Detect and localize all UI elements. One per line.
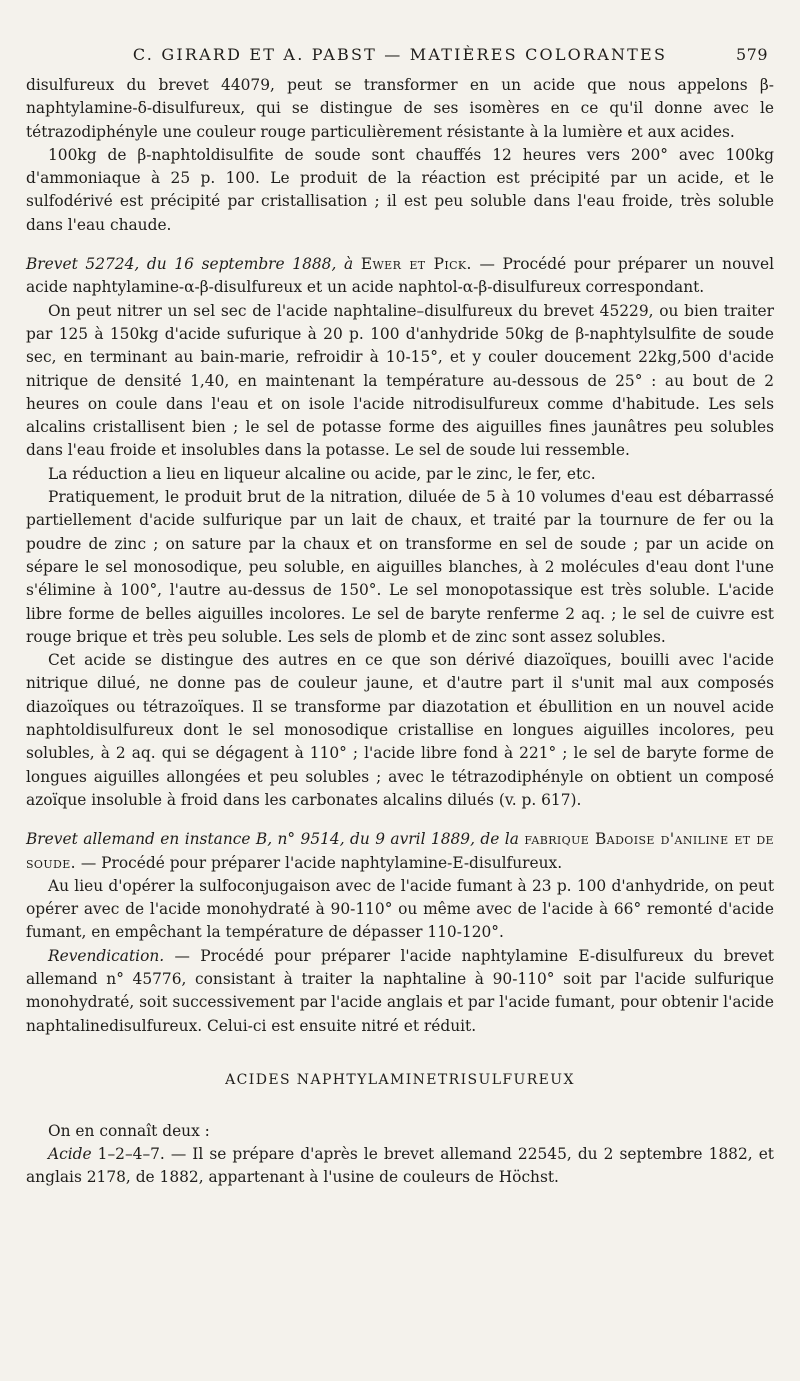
acid-text: 1–2–4–7. — Il se prépare d'après le brevet allemand 22545, du 2 septembre 1882, et anglais 2178, de 1882, appartenant à l'usine de couleurs de Höchst.	[26, 1145, 774, 1187]
claim-text: — Procédé pour préparer l'acide naphtylamine E-disulfureux du brevet allemand n° 45776, consistant à traiter la naphtaline à 90-110° soit par l'acide sulfurique monohydraté, soit successivement par l'acide anglais et par l'acide fumant, pour obtenir l'acide naphtalinedisulfureux. Celui-ci est ensuite nitré et réduit.	[26, 946, 774, 1035]
body-text	[26, 74, 774, 1190]
paragraph-7: Cet acide se distingue des autres en ce que son dérivé diazoïques, bouilli avec l'acide nitrique dilué, ne donne pas de couleur jaune, et d'autre part il s'unit mal aux composés diazoïques ou tétrazoïques. Il se transforme par diazotation et ébullition en un nouvel acide naphtoldisulfureux dont le sel monosodique cristallise en longues aiguilles incolores, peu solubles, à 2 aq. qui se dégagent à 110° ; l'acide libre fond à 221° ; le sel de baryte forme de longues aiguilles allongées et peu solubles ; avec le tétrazodiphényle on obtient un composé azoïque insoluble à froid dans les carbonates alcalins dilués (v. p. 617).	[26, 651, 774, 809]
patent-label-2: Brevet allemand en instance B, n° 9514, du 9 avril 1889, de la	[26, 830, 519, 849]
paragraph-6: Pratiquement, le produit brut de la nitration, diluée de 5 à 10 volumes d'eau est débarrassé partiellement d'acide sulfurique par un lait de chaux, et traité par la tournure de fer ou la poudre de zinc ; on sature par la chaux et on transforme en sel de soude ; par un acide on sépare le sel monosodique, peu soluble, en aiguilles blanches, à 2 molécules d'eau dont l'une s'élimine à 100°, l'autre au-dessus de 150°. Le sel monopotassique est très soluble. L'acide libre forme de belles aiguilles incolores. Le sel de baryte renferme 2 aq. ; le sel de cuivre est rouge brique et très peu soluble. Les sels de plomb et de zinc sont assez solubles.	[26, 488, 774, 646]
section-title: ACIDES NAPHTYLAMINETRISULFUREUX	[225, 1071, 575, 1088]
claim-label: Revendication.	[48, 946, 165, 965]
paragraph-2: 100kg de β-naphtoldisulfite de soude sont chauffés 12 heures vers 200° avec 100kg d'ammoniaque à 25 p. 100. Le produit de la réaction est précipité par un acide, et le sulfodérivé est précipité par cristallisation ; il est peu soluble dans l'eau froide, très soluble dans l'eau chaude.	[26, 145, 774, 234]
patent-label: Brevet 52724, du 16 septembre 1888, à	[26, 255, 354, 274]
paragraph-4: On peut nitrer un sel sec de l'acide naphtaline–disulfureux du brevet 45229, ou bien traiter par 125 à 150kg d'acide sufurique à 20 p. 100 d'anhydride 50kg de β-naphtylsulfite de soude sec, en terminant au bain-marie, refroidir à 10-15°, et y couler doucement 22kg,500 d'acide nitrique de densité 1,40, en maintenant la température au-dessous de 25° : au bout de 2 heures on coule dans l'eau et on isole l'acide nitrodisulfureux comme d'habitude. Les sels alcalins cristallisent bien ; le sel de potasse forme des aiguilles fines jaunâtres peu solubles dans l'eau froide et insolubles dans la potasse. Le sel de soude lui ressemble.	[26, 301, 774, 460]
patent-authors: Ewer et Pick.	[360, 255, 472, 274]
paragraph-1: disulfureux du brevet 44079, peut se transformer en un acide que nous appelons β-naphtylamine-δ-disulfureux, qui se distingue de ses isomères en ce qu'il donne avec le tétrazodiphényle une couleur rouge particulièrement résistante à la lumière et aux acides.	[26, 76, 774, 141]
patent-description-2: — Procédé pour préparer l'acide naphtylamine-E-disulfureux.	[75, 853, 563, 872]
running-title: C. GIRARD ET A. PABST — MATIÈRES COLORANTES	[132, 45, 668, 64]
paragraph-10	[26, 945, 774, 1038]
paragraph-9: Au lieu d'opérer la sulfoconjugaison avec de l'acide fumant à 23 p. 100 d'anhydride, on peut opérer avec de l'acide monohydraté à 90-110° ou même avec de l'acide à 66° remonté d'acide fumant, en empêchant la température de dépasser 110-120°.	[26, 876, 774, 942]
patent-heading-52724	[26, 253, 774, 300]
paragraph-5: La réduction a lieu en liqueur alcaline ou acide, par le zinc, le fer, etc.	[48, 464, 596, 483]
patent-heading-9514	[26, 828, 774, 875]
patent-description: — Procédé pour préparer un nouvel acide naphtylamine-α-β-disulfureux et un acide naphtol-α-β-disulfureux correspondant.	[26, 255, 774, 297]
page-number: 579	[735, 45, 768, 64]
paragraph-12	[26, 1143, 774, 1190]
paragraph-11: On en connaît deux :	[48, 1121, 210, 1140]
patent-company: fabrique Badoise d'aniline et de soude.	[26, 830, 774, 872]
acid-label: Acide	[48, 1145, 92, 1164]
running-header	[26, 40, 774, 74]
